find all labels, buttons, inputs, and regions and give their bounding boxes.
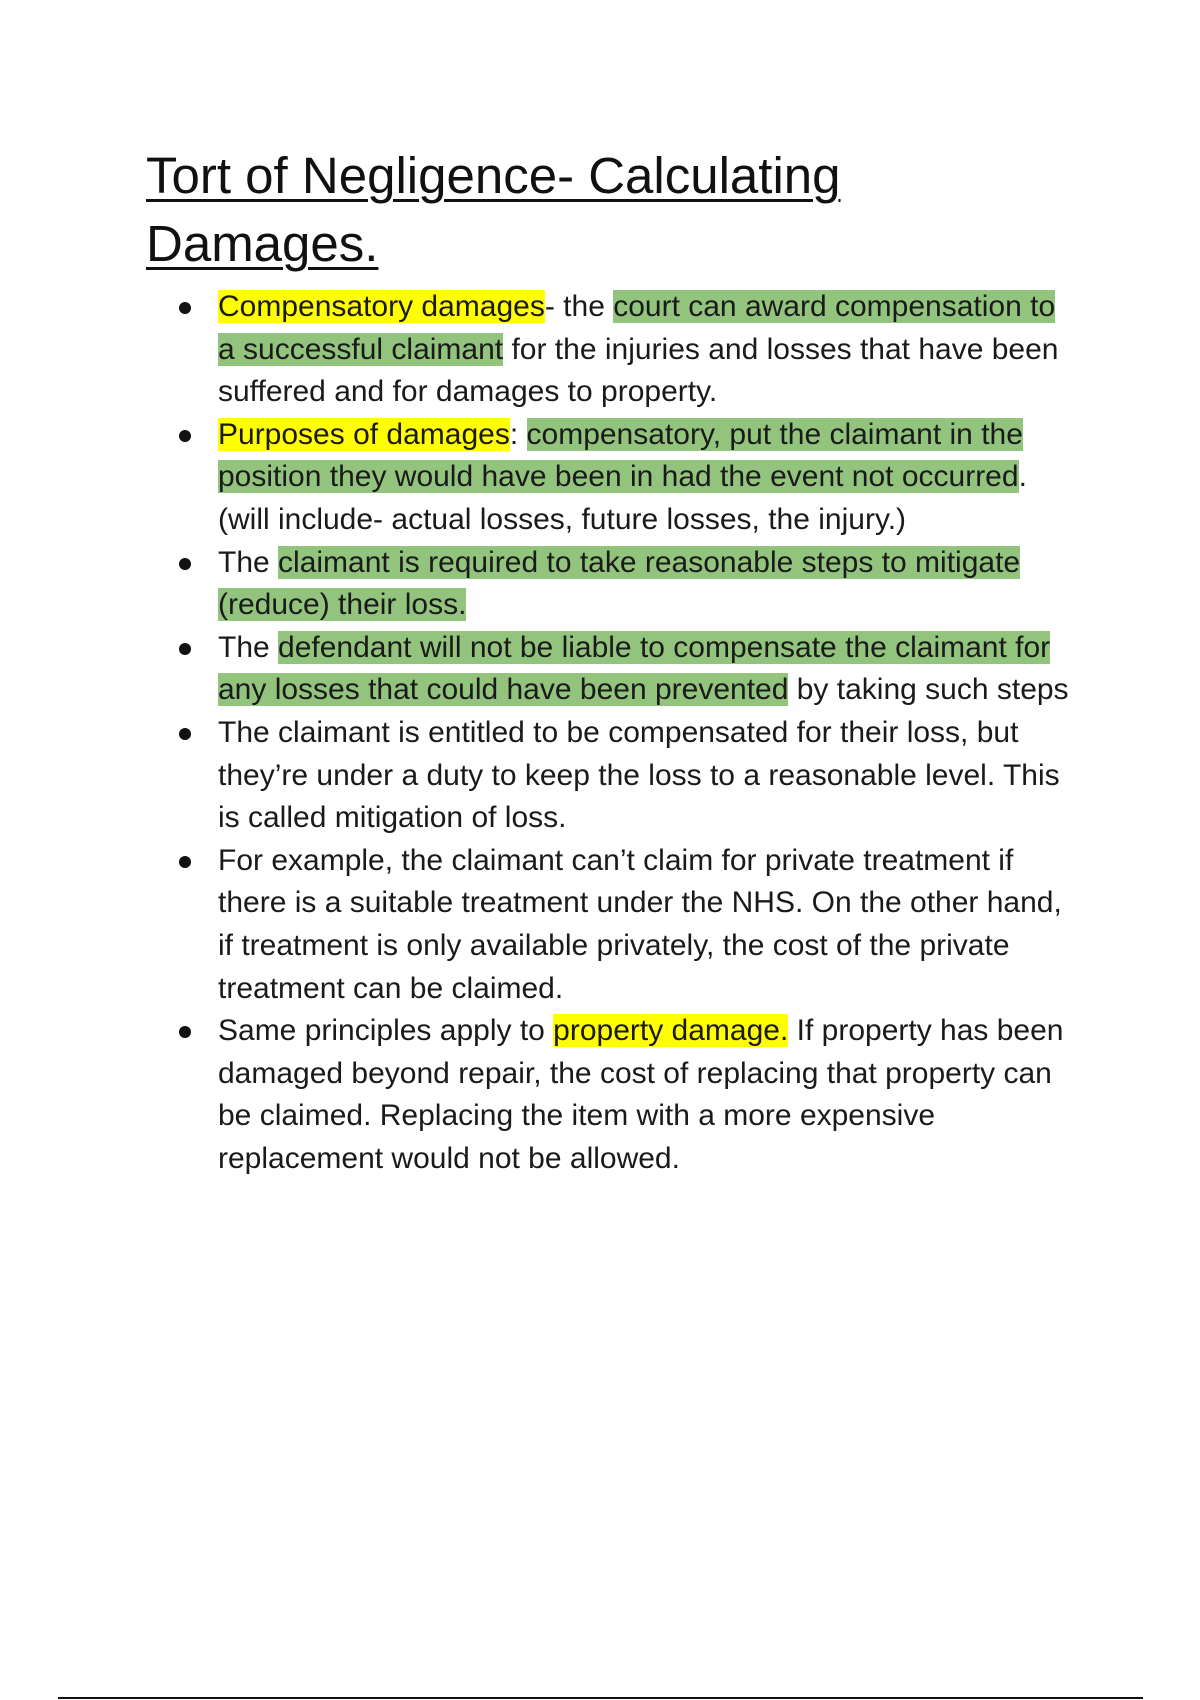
bullet-text: The xyxy=(218,630,279,664)
bullet-dot-icon xyxy=(179,302,191,314)
bullet-item xyxy=(218,1010,1076,1180)
bullet-dot-icon xyxy=(179,558,191,570)
highlighted-term: property damage. xyxy=(553,1014,789,1048)
bullet-text: For example, the claimant can’t claim for private treatment if there is a suitable treatment under the NHS. On the other hand, if treatment is only available privately, the cost of the private treatment can be claimed. xyxy=(218,843,1062,1005)
document-title: Tort of Negligence- Calculating Damages. xyxy=(146,147,841,272)
bullet-dot-icon xyxy=(179,856,191,868)
bullet-text: If property has been damaged beyond repair, the cost of replacing that property can be claimed. Replacing the item with a more expensive replacement would not be allowed. xyxy=(218,1014,1064,1175)
highlighted-text: compensatory, put the claimant in the position they would have been in had the event not occurred xyxy=(218,417,1023,494)
bullet-text: by taking such steps xyxy=(788,673,1069,707)
bullet-dot-icon xyxy=(179,1026,191,1038)
highlighted-term: Compensatory damages xyxy=(218,290,545,323)
bullet-text: The xyxy=(218,545,279,579)
highlighted-text: defendant will not be liable to compensate the claimant for any losses that could have been prevented xyxy=(218,630,1051,707)
bullet-dot-icon xyxy=(179,430,191,442)
bullet-text: The claimant is entitled to be compensated for their loss, but they’re under a duty to keep the loss to a reasonable level. This is called mitigation of loss. xyxy=(218,715,1060,835)
bullet-dot-icon xyxy=(179,728,191,740)
bullet-text: - the xyxy=(544,290,614,323)
bullet-dot-icon xyxy=(179,643,191,655)
bullet-item xyxy=(218,712,1076,840)
highlighted-term: Purposes of damages xyxy=(218,417,510,451)
bullet-item xyxy=(218,542,1076,627)
bullet-text: Same principles apply to xyxy=(218,1014,554,1048)
page-divider xyxy=(58,1697,1143,1699)
bullet-list xyxy=(146,286,1076,1180)
bullet-item xyxy=(218,840,1076,1010)
bullet-item xyxy=(218,627,1076,712)
highlighted-text: court can award compensation to a successful claimant xyxy=(218,290,1056,366)
highlighted-text: claimant is required to take reasonable steps to mitigate (reduce) their loss. xyxy=(218,545,1021,622)
bullet-text: : xyxy=(509,417,527,451)
bullet-item xyxy=(218,414,1076,542)
bullet-item xyxy=(218,286,1076,414)
bullet-text: for the injuries and losses that have been suffered and for damages to property. xyxy=(218,332,1059,409)
bullet-text: . (will include- actual losses, future losses, the injury.) xyxy=(218,460,1027,536)
